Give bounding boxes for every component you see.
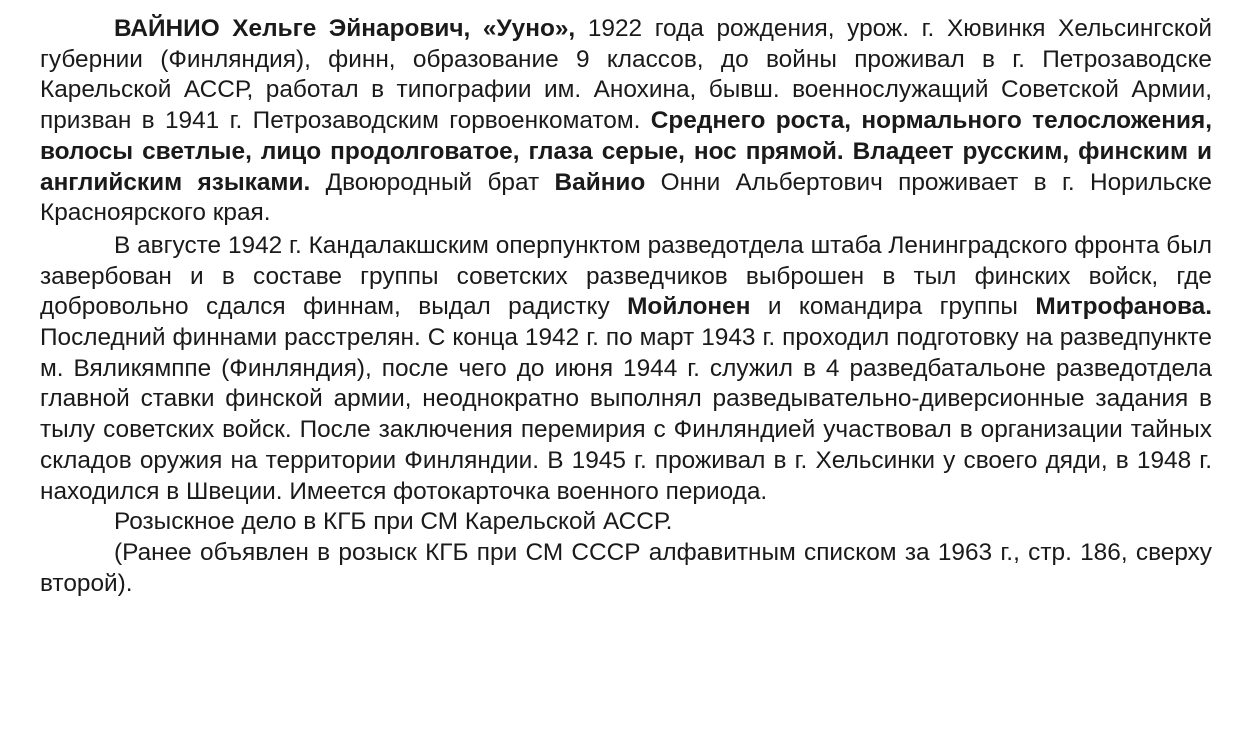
subject-name: ВАЙНИО Хельге Эйнарович, «Ууно», <box>114 15 576 42</box>
relative-surname: Вайнио <box>554 168 646 196</box>
record-paragraph-bio <box>40 14 1212 229</box>
radio-operator-name: Мойлонен <box>627 293 751 321</box>
relative-text: Двоюродный брат <box>310 168 555 196</box>
history-text-1: В августе 1942 г. Кандалакшским оперпунктом разведотдела штаба Ленинградского фронта был завербован и в составе группы советских разведчиков выброшен в тыл финских войск, где добровольно сдался финнам, выдал радистку <box>40 231 1212 321</box>
commander-name: Митрофанова. <box>1035 293 1213 321</box>
prior-listing-note: (Ранее объявлен в розыск КГБ при СМ СССР алфавитным списком за 1963 г., стр. 186, сверху второй). <box>40 538 1212 597</box>
record-paragraph-history <box>40 231 1212 507</box>
relative-rest: Онни Альбертович проживает в г. Норильске Красноярского края. <box>40 168 1212 227</box>
record-paragraph-case <box>40 507 1212 538</box>
case-file-text: Розыскное дело в КГБ при СМ Карельской АССР. <box>114 508 673 536</box>
history-text-3: Последний финнами расстрелян. С конца 1942 г. по март 1943 г. проходил подготовку на разведпункте м. Вяликямппе (Финляндия), после чего до июня 1944 г. служил в 4 разведбатальоне разведотдела главной ставки финской армии, неоднократно выполнял разведывательно-диверсионные задания в тылу советских войск. После заключения перемирия с Финляндией участвовал в организации тайных складов оружия на территории Финляндии. В 1945 г. проживал в г. Хельсинки у своего дяди, в 1948 г. находился в Швеции. Имеется фотокарточка военного периода. <box>40 324 1212 505</box>
record-paragraph-note <box>40 538 1212 599</box>
physical-description: Среднего роста, нормального телосложения, волосы светлые, лицо продолговатое, глаза серые, нос прямой. Владеет русским, финским и английским языками. <box>40 107 1212 196</box>
history-text-2: и командира группы <box>750 293 1036 321</box>
document-page <box>40 14 1212 599</box>
bio-text: 1922 года рождения, урож. г. Хювинкя Хельсингской губернии (Финляндия), финн, образование 9 классов, до войны проживал в г. Петрозаводске Карельской АССР, работал в типографии им. Анохина, бывш. военнослужащий Советской Армии, призван в 1941 г. Петрозаводским горвоенкоматом. <box>40 15 1212 135</box>
